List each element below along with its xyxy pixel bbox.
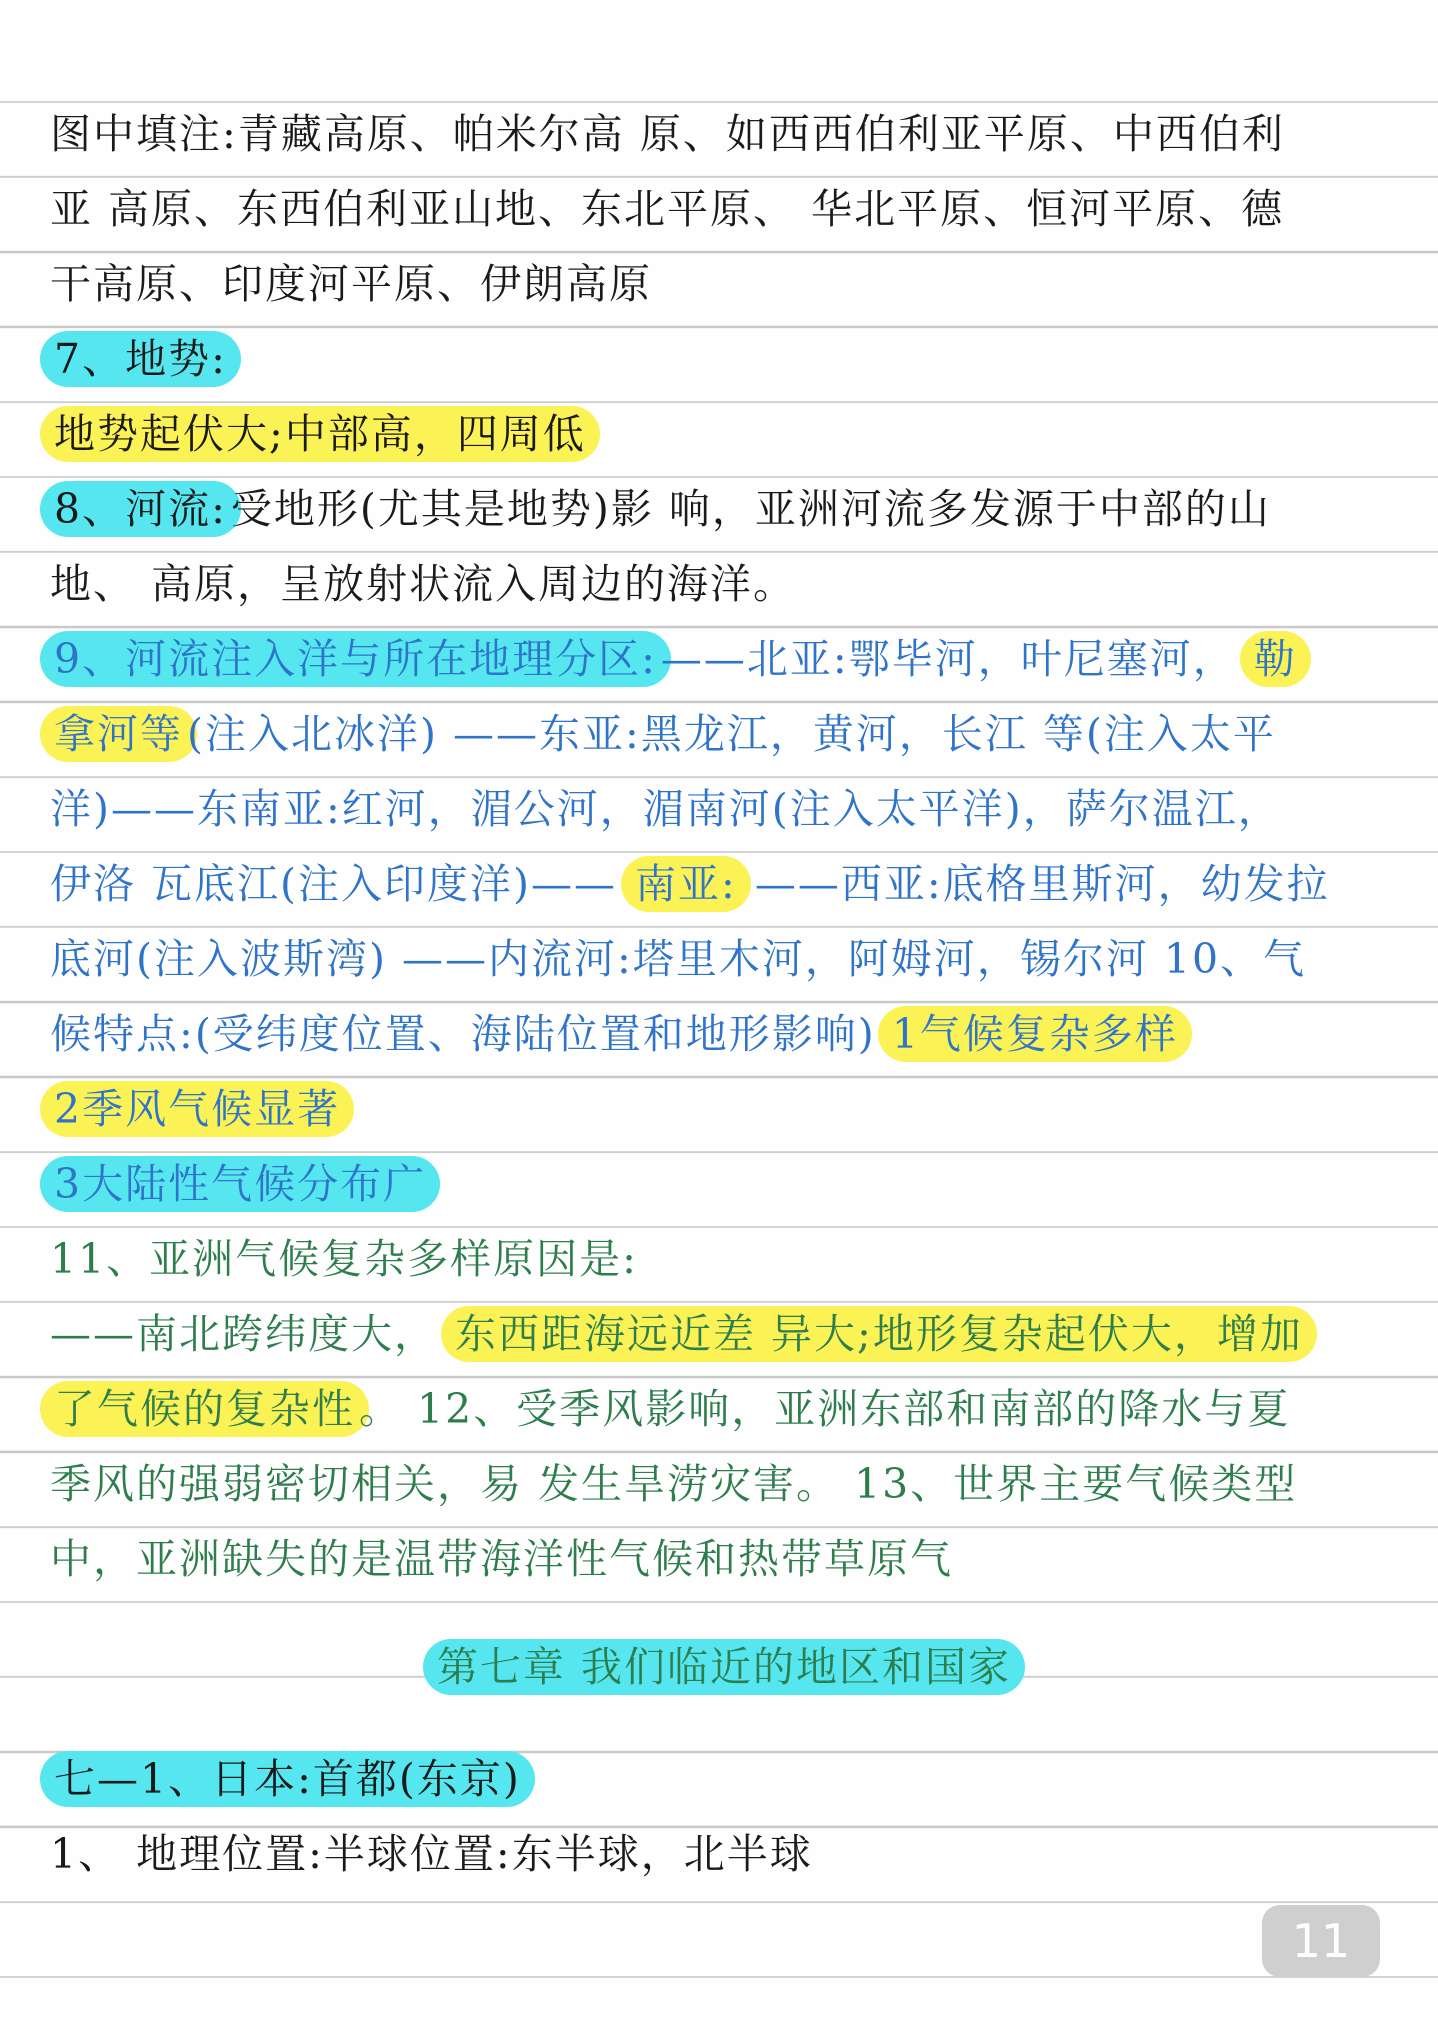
cyan-highlight: 第七章 我们临近的地区和国家 <box>423 1639 1025 1695</box>
cyan-highlight: 七—1、日本:首都(东京) <box>40 1751 535 1807</box>
text-span: ——北亚:鄂毕河，叶尼塞河， <box>660 635 1236 683</box>
yellow-highlight: 东西距海远近差 异大;地形复杂起伏大，增加 <box>441 1306 1317 1362</box>
text-line-river-oceans <box>50 622 1398 697</box>
text-line <box>50 1072 1398 1147</box>
text-span: 地、 高原，呈放射状流入周边的海洋。 <box>50 560 797 608</box>
text-line-rivers <box>50 472 1398 547</box>
text-span: 受地形(尤其是地势)影 响，亚洲河流多发源于中部的山 <box>230 485 1271 533</box>
cyan-highlight: 3大陆性气候分布广 <box>40 1156 440 1212</box>
text-line <box>50 772 1398 847</box>
text-line <box>50 1372 1398 1447</box>
text-span: 。 12、受季风影响，亚洲东部和南部的降水与夏 <box>359 1385 1291 1433</box>
text-line <box>50 1222 1398 1297</box>
text-span: 中，亚洲缺失的是温带海洋性气候和热带草原气 <box>50 1535 953 1583</box>
text-line <box>50 847 1398 922</box>
cyan-highlight: 9、河流注入洋与所在地理分区: <box>40 631 671 687</box>
text-line <box>50 1447 1398 1522</box>
text-line <box>50 247 1398 322</box>
cyan-highlight: 7、地势: <box>40 331 241 387</box>
text-line <box>50 997 1398 1072</box>
text-line <box>50 697 1398 772</box>
yellow-highlight: 勒 <box>1240 631 1311 687</box>
text-line <box>50 1522 1398 1597</box>
text-span: 候特点:(受纬度位置、海陆位置和地形影响) <box>50 1010 876 1058</box>
chapter-title <box>50 1630 1398 1705</box>
text-line <box>50 97 1398 172</box>
heading-terrain <box>50 322 1398 397</box>
yellow-highlight: 1气候复杂多样 <box>878 1006 1192 1062</box>
text-line <box>50 1297 1398 1372</box>
cyan-highlight: 8、河流: <box>40 481 241 537</box>
text-span: 底河(注入波斯湾) ——内流河:塔里木河，阿姆河，锡尔河 10、气 <box>50 935 1307 983</box>
text-span: ——南北跨纬度大， <box>50 1310 437 1358</box>
text-line <box>50 547 1398 622</box>
text-line <box>50 397 1398 472</box>
text-line <box>50 1817 1398 1892</box>
yellow-highlight: 拿河等 <box>40 706 197 762</box>
text-span: 亚 高原、东西伯利亚山地、东北平原、 华北平原、恒河平原、德 <box>50 185 1285 233</box>
text-span: 图中填注:青藏高原、帕米尔高 原、如西西伯利亚平原、中西伯利 <box>50 110 1285 158</box>
text-span: 伊洛 瓦底江(注入印度洋)—— <box>50 860 618 908</box>
yellow-highlight: 地势起伏大;中部高，四周低 <box>40 406 600 462</box>
yellow-highlight: 2季风气候显著 <box>40 1081 354 1137</box>
text-span: 11、亚洲气候复杂多样原因是: <box>50 1235 638 1283</box>
yellow-highlight: 了气候的复杂性 <box>40 1381 369 1437</box>
section-heading-japan <box>50 1742 1398 1817</box>
yellow-highlight: 南亚: <box>621 856 751 912</box>
page-number-badge: 11 <box>1262 1905 1380 1977</box>
text-span: (注入北冰洋) ——东亚:黑龙江，黄河，长江 等(注入太平 <box>187 710 1276 758</box>
text-span: 干高原、印度河平原、伊朗高原 <box>50 260 652 308</box>
text-span: ——西亚:底格里斯河，幼发拉 <box>754 860 1330 908</box>
text-span: 洋)——东南亚:红河，湄公河，湄南河(注入太平洋)，萨尔温江， <box>50 785 1281 833</box>
text-span: 季风的强弱密切相关，易 发生旱涝灾害。 13、世界主要气候类型 <box>50 1460 1298 1508</box>
text-line <box>50 922 1398 997</box>
text-span: 1、 地理位置:半球位置:东半球，北半球 <box>50 1830 813 1878</box>
text-line <box>50 1147 1398 1222</box>
text-line <box>50 172 1398 247</box>
